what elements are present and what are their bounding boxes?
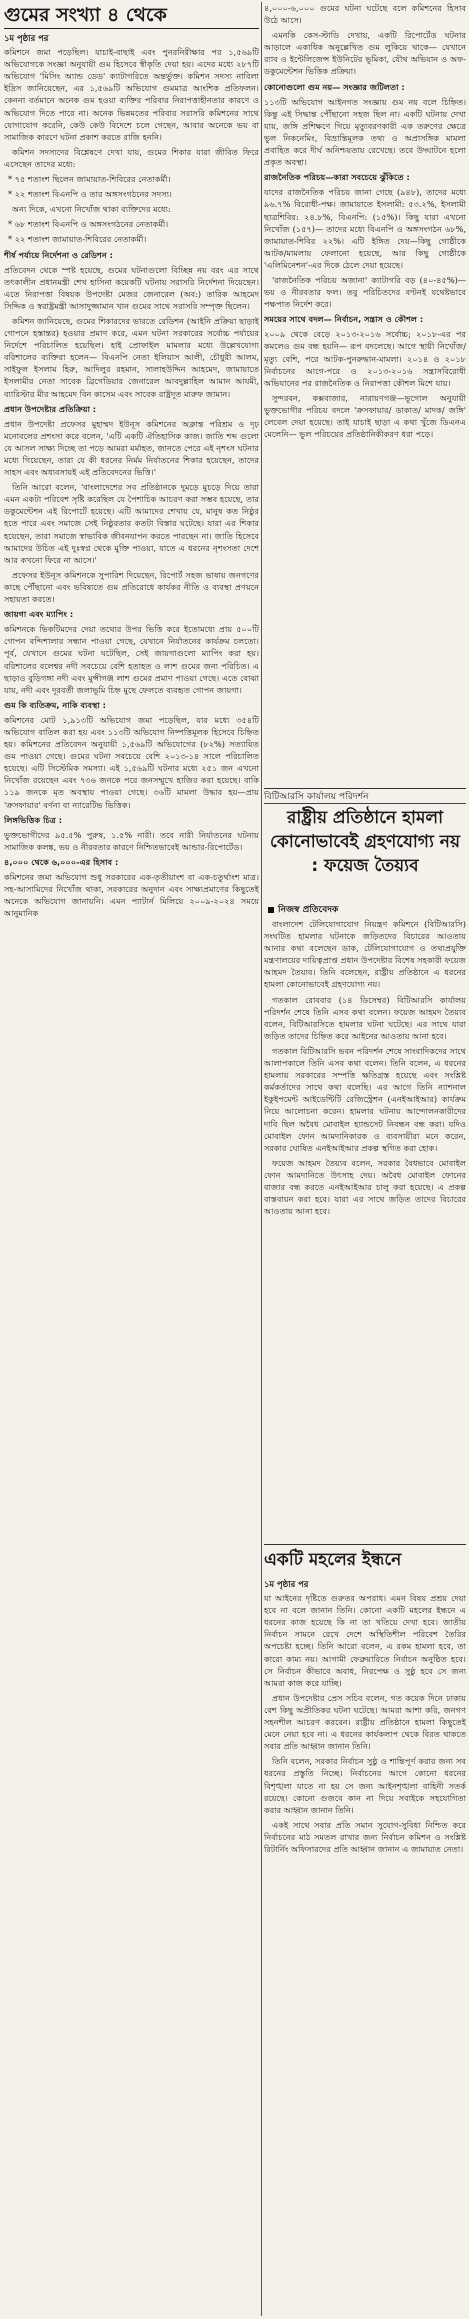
paragraph: কমিশন জানিয়েছে, গুমের শিকারদের ভারতে রেডিশন (আইনি প্রক্রিয়া ছাড়াই গোপনে হস্তান্তর) হওয়ার প্রমাণ করে, এমন ঘটনা সরকারের সর্বোচ্চ পর্যায়ের নির্দেশে পরিচালিত হয়েছিল। হাই প্রোফাইল মামলার মধ্যে উল্লেখযোগ্য বরিশালের ব্যক্তিরা হলেন— বিএনপি নেতা ইলিয়াস আলী, চৌধুরী আলম, সাইফুল ইসলাম হিরু, আদিলুর রহমান, সালাহউদ্দিন আহমেদ, জামায়াতে ইসলামীর নেতা সাবেক ব্রিগেডিয়ার জেনারেল আবদুল্লাহিল আমান আযমী, ব্যারিস্টার মীর আহমেদ বিন কাসেম এবং সাবেক রাষ্ট্রদূত মারুফ জামান। <box>4 315 259 399</box>
paragraph: একই সাথে সবার প্রতি সমান সুযোগ-সুবিধা নিশ্চিত করে নির্বাচনের মাঠ সমতল রাখার জন্য নির্বাচন কমিশন ও সংশ্লিষ্ট রিটার্নিং অফিসারদের প্রতি আহ্বান জানান এ জামায়াত নেতা। <box>264 1819 466 1854</box>
subheading: লিঙ্গভিত্তিক চিত্র : <box>4 814 62 825</box>
subheading: ৪,০০০ থেকে ৬,০০০-এর হিসাব : <box>4 856 119 867</box>
byline-text: নিজস্ব প্রতিবেদক <box>278 905 339 915</box>
subheading: প্রধান উপদেষ্টার প্রতিক্রিয়া : <box>4 403 97 414</box>
paragraph: কমিশনকে ভিকটিমদের দেয়া তথ্যের উপর ভিত্তি করে ইতোমধ্যে প্রায় ৫০০টি গোপন বন্দিশালার সন্ধান পাওয়া গেছে, যেখানে নির্যাতনের কার্যক্রম চলতো। পূর্ব, যেখানে গুমের ঘটনা ঘটেছিল, সেই জায়গাগুলো ম্যাপিং করা হয়। বরিশালের বলেশ্বর নদী সবচেয়ে বেশি হতাহত ও লাশ গুমের জন্য পরিচিত। এ ছাড়াও বুড়িগঙ্গা নদী এবং মুন্সীগঞ্জ লাশ গুমের প্রমাণ পাওয়া গেছে। এতে বোঝা যায়, নদী এবং দূরবর্তী জলাভূমি চিহ্ন মুছে ফেলতে ব্যবহৃত গোপন জায়গা। <box>4 624 259 695</box>
paragraph: গতকাল রোববার (১৪ ডিসেম্বর) বিটিআরসি কার্যালয় পরিদর্শন শেষে তিনি এসব কথা বলেন। ফয়েজ আহমদ তৈয়্যব বলেন, বিটিআরসিতে হামলার ঘটনা ঘটেছে। এর সাথে যারা জড়িত তাদের চিহ্নিত করে আইনের আওতায় আনা হবে। <box>264 994 466 1041</box>
paragraph: প্রধান উপদেষ্টার প্রেস সচিব বলেন, গত কয়েক দিনে ঢাকায় বেশ কিছু অপ্রীতিকর ঘটনা ঘটেছে। আমরা আশা করি, জনগণ সহনশীল আচরণ করবেন। রাষ্ট্রীয় প্রতিষ্ঠানে হামলা কিছুতেই মেনে নেয়া হবে না। এ ধরনের কার্যকলাপ থেকে বিরত থাকতে সবার প্রতি আহ্বান জানান তিনি। <box>264 1692 466 1752</box>
article-column-right-top <box>264 2 466 787</box>
paragraph: যাদের রাজনৈতিক পরিচয় জানা গেছে (৯৪৮), তাদের মধ্যে ৯৬.৭% বিরোধী-পক্ষ। জামায়াতে ইসলামী: ৫৩.২%, ইসলামী ছাত্রশিবির: ২৪.৮%, বিএনপি: (১৫%)। কিছু যারা এখনো নিখোঁজ (১৫৭)— তাদের মধ্যে বিএনপি ও অঙ্গসংগঠন ৬৮%, জামায়াত-শিবির ২২%। এটি ইঙ্গিত দেয়—কিছু গোষ্ঠীকে আটক/মামলায় ফেলানো হয়েছে, আর কিছু গোষ্ঠীকে 'এলিমিনেশন'-এর দিকে ঠেলে দেয়া হয়েছে। <box>264 187 466 270</box>
main-headline: গুমের সংখ্যা ৪ থেকে <box>4 2 259 29</box>
paragraph: কমিশনে জমা পড়েছিল। যাচাই-বাছাই এবং পুনরনিরীক্ষার পর ১,৫৬৯টি অভিযোগকে সংজ্ঞা অনুযায়ী গুম হিসেবে স্বীকৃতি দেয়া হয়। এদের মধ্যে ২৮৭টি অভিযোগ 'মিসিং অ্যান্ড ডেড' ক্যাটাগরিতে অন্তর্ভুক্ত। কমিশন সদস্য নাবিলা ইদ্রিস জানিয়েছেন, এর ১,৫৬৯টি অভিযোগ গুমমাত্র আংশিক প্রতিফলন। কেননা বর্তমানে অনেক গুম হওয়া ব্যক্তির পরিবার নিরাপত্তাহীনতার কারণে ও অভিযোগ দিতে পারে না। অনেক ভিন্নমতের পরিবার সরাসরি কমিশনের সাথে যোগাযোগ করেনি, কেউ কেউ বিদেশে চলে গেছেন, আবার অনেকে ভয় বা সামাজিক কারণে ঘটনা প্রকাশ করতে রাজি হননি। <box>4 47 259 142</box>
paragraph: প্রধান উপদেষ্টা প্রফেসর মুহাম্মদ ইউনূস কমিশনের অক্লান্ত পরিশ্রম ও দৃঢ় মনোবলের প্রশংসা করে বলেন, 'এটি একটি ঐতিহাসিক কাজ। জাতি শব্দ গুলো যে আসল সাক্ষ্য দিচ্ছে তা পড়ে আমরা মর্মাহত, জানতে পেরে এই নৃশংস ঘটনার মধ্যে গিয়েছেন, তারা যে কী ধরনের নির্মম নির্যাতনের শিকার হয়েছেন, তাদের সাহস এবং অধ্যবসায়ই এই প্রতিবেদনের ভিত্তি।' <box>4 418 259 478</box>
subheading: কোনোগুলো গুম নয়— সংজ্ঞার জটিলতা : <box>264 81 405 92</box>
paragraph: বাংলাদেশ টেলিযোগাযোগ নিয়ন্ত্রণ কমিশনে (বিটিআরসি) সংঘটিত হামলার ঘটনাকে জড়িতদের বিচারের আওতায় আনার কথা বলেছেন ডাক, টেলিযোগাযোগ ও তথ্যপ্রযুক্তি মন্ত্রণালয়ের দায়িত্বপ্রাপ্ত প্রধান উপদেষ্টার বিশেষ সহকারী ফয়েজ আহমদ তৈয়্যব। তিনি বলেছেন, রাষ্ট্রীয় প্রতিষ্ঠানে এ ধরনের হামলা কোনোভাবেই গ্রহণযোগ্য নয়। <box>264 919 466 990</box>
paragraph: প্রতিবেদন থেকে স্পষ্ট হয়েছে, গুমের ঘটনাগুলো বিচ্ছিন্ন নয় বরং এর সাথে তৎকালীন প্রধানমন্ত্রী শেখ হাসিনা কয়েকটি ঘটনায় সরাসরি নির্দেশনা দিয়েছেন। এতে নিরাপত্তা বিষয়ক উপদেষ্টা মেজর জেনারেল (অব:) তারিক আহমেদ সিদ্দিক ও স্বরাষ্ট্রমন্ত্রী আসাদুজ্জামান খান গুমের সাথে সরাসরি সম্পৃক্ত ছিলেন। <box>4 264 259 311</box>
paragraph: প্রফেসর ইউনূস কমিশনকে সুপারিশ দিয়েছেন, রিপোর্ট সহজ ভাষায় জনগণের কাছে পৌঁছানো এবং ভবিষ্যতে গুম প্রতিরোধে কার্যকর নীতি ও ব্যবস্থা প্রণয়নে সহায়তা করতে। <box>4 569 259 605</box>
subheading: শীর্ষ পর্যায়ে নির্দেশনা ও রেডিশন : <box>4 249 113 260</box>
paragraph: যা আইনের দৃষ্টিতে গুরুতর অপরাধ। এমন বিষয় প্রশ্রয় দেয়া হবে না বলে জানান তিনি। কোনো একটি মহলের ইন্ধনে এ ধরনের কাজ হয়েছে কি না তা খতিয়ে দেখা হবে। জাতীয় নির্বাচন সামনে রেখে দেশে অস্থিতিশীল পরিবেশ তৈরির অপচেষ্টা হচ্ছে। তিনি আরো বলেন, এ রকম হামলা হবে, তা কারো কাম্য নয়। আগামী ফেব্রুয়ারিতে নির্বাচন অনুষ্ঠিত হবে। সে নির্বাচন কীভাবে অবাধ, নিরপেক্ষ ও সুষ্ঠু হবে সে জন্য আমরা কাজ করে যাচ্ছি। <box>264 1593 466 1688</box>
bullet-item: * ২২ শতাংশ বিএনপি ও তার অঙ্গসংগঠনের সদস্য। <box>8 189 172 200</box>
paragraph: কমিশনের জমা অভিযোগ শুধু সরকারের এক-তৃতীয়াংশ বা এক-চতুর্থাংশ মাত্র। সহ-আসামিদের নিখোঁজ থাকা, সরকারের অনুদান এবং সাক্ষ্যপ্রমাণের কিছুতেই অনেকে অভিযোগ জানায়নি। এমন প্যাটার্ন মিলিয়ে ২০০৯-২০২৪ সময়ে আনুমানিক <box>4 872 259 919</box>
paragraph: ২০০৯ থেকে বেড়ে ২০১৩-২০১৬ সর্বোচ্চ; ২০১৮-এর পর কমলেও গুম বন্ধ হয়নি— রূপ বদলেছে। আগে স্থায়ী নিখোঁজ/মৃত্যু বেশি, পরে আটক-পুনরুদ্ধান-মামলা। ২০১৪ ও ২০১৮ নির্বাচনের আগে-পরে ও ২০১৩-২০১৬ সন্ত্রাসবিরোধী অভিযানের পর রাজনৈতিক ও নিরাপত্তা কৌশল মিশে যায়। <box>264 329 466 388</box>
column-divider <box>261 2 262 2316</box>
paragraph: গতকাল বিটিআরসি ভবন পরিদর্শন শেষে সাংবাদিকদের সাথে আলাপকালে তিনি এসব কথা বলেন। তিনি বলেন, এ ধরনের হামলায় সরকারের সম্পত্তি ক্ষতিগ্রস্ত হয়েছে এবং সংশ্লিষ্ট কর্মকর্তাদের সাথে কথা বলেছি। এর আগে তিনি ন্যাশনাল ইকুইপমেন্ট আইডেন্টিটি রেজিস্ট্রেশন (এনইআইআর) কার্যক্রম নিয়ে আলোচনা করেন। হামলার ঘটনায় আন্দোলনকারীদের দাবি ছিল অবৈধ মোবাইল হ্যান্ডসেট নিবন্ধন বন্ধ করা। যদিও মোবাইল ফোন আমদানিকারক ও ব্যবসায়ীরা মনে করেন, সরকার ঘোষিত এনইআইআর প্রকল্প স্থগিত করা হোক। <box>264 1045 466 1153</box>
article-headline: রাষ্ট্রীয় প্রতিষ্ঠানে হামলা কোনোভাবেই গ্রহণযোগ্য নয় : ফয়েজ তৈয়্যব <box>270 808 460 876</box>
continuation-label: ১ম পৃষ্ঠার পর <box>4 33 49 43</box>
square-bullet-icon <box>268 907 274 913</box>
paragraph: তিনি বলেন, সরকার নির্বাচন সুষ্ঠু ও শান্তিপূর্ণ করার জন্য সব ধরনের প্রস্তুতি নিচ্ছে। নির্বাচনের আগে কোনো ধরনের বিশৃঙ্খলা যাতে না হয় সে জন্য আইনশৃঙ্খলা বাহিনী সতর্ক রয়েছে। কোনো গুজবে কান না দিয়ে সবাইকে সহযোগিতা করার আহ্বান জানান তিনি। <box>264 1756 466 1815</box>
subheading: সময়ের সাথে বদল— নির্বাচন, সন্ত্রাস ও কৌশল : <box>264 314 424 325</box>
subheading: জায়গা এবং ম্যাপিং : <box>4 609 74 620</box>
paragraph: কমিশনের মোট ১,৯১৩টি অভিযোগ জমা পড়েছিল, যার মধ্যে ৩৫৪টি অভিযোগ বাতিল করা হয় এবং ১১৩টি অভিযোগ নিষ্পত্তিমূলক হিসেবে চিহ্নিত হয়। কমিশনের প্রতিবেদন অনুযায়ী ১,৫৬৯টি অভিযোগের (৮২%) সত্যায়িত গুম পাওয়া গেছে। গুমের ঘটনা সবচেয়ে বেশি ২০১৩-১৪ সালে পরিচালিত হয়েছে। এটি সিস্টেমিক সমস্যা। এই ১,৫৬৯টি ঘটনার মধ্যে ২৫১ জন এখনো নিখোঁজ রয়েছেন এবং ৭৩৬ জনকে পরে জনসম্মুখে হাজির করা হয়েছে। বাকি ১১৯ জনকে মৃত অবস্থায় পাওয়া গেছে। ৩৬টি মামলা উদ্ধার হয়—প্রায় 'ক্রসফায়ার' বর্ণনা বা ন্যারেটিভ ভিত্তিক। <box>4 714 259 810</box>
byline <box>268 902 464 917</box>
article-headline: একটি মহলের ইন্ধনে <box>264 1550 402 1570</box>
article-column-left <box>4 30 259 2315</box>
bullet-item: * ৬৮ শতাংশ বিএনপি ও অঙ্গসংগঠনের নেতাকর্মী। <box>8 219 169 230</box>
paragraph: ৪,০০০-৬,০০০ গুমের ঘটনা ঘটেছে বলে কমিশনের হিসাব উঠে আসে। <box>264 3 466 26</box>
section-divider <box>264 788 466 789</box>
paragraph: ১১৩টি অভিযোগ আইনগত সংজ্ঞায় গুম নয় বলে চিহ্নিত। কিন্তু এই সিদ্ধান্ত পৌঁছানো সহজ ছিল না। একটি ঘটনায় দেখা যায়, জঙ্গি প্রশিক্ষণে গিয়ে মৃত্যুবরণকারী এক তরুণের ক্ষেত্রে ভুল নিকনেমিং, বিভ্রান্তিমূলক তথ্য ও অপ্রাসঙ্গিক মামলা প্রবাহিত করে দীর্ঘ অনিশ্চয়তায় রেখেছে। তবে উদ্ঘাটনে হলো প্রকৃত অবস্থা। <box>264 96 466 168</box>
continuation-label: ১ম পৃষ্ঠার পর <box>264 1579 309 1589</box>
kicker-label: বিটিআরসি কার্যালয় পরিদর্শন <box>264 790 466 804</box>
paragraph: কমিশন সদস্যদের বিশ্লেষণে দেখা যায়, গুমের শিকার যারা জীবিত ফিরে এসেছেন তাদের মধ্যে: <box>4 146 259 169</box>
subheading: গুম কি ব্যতিক্রম, নাকি ব্যবস্থা : <box>4 699 106 710</box>
article-column-btrc <box>264 918 466 1538</box>
paragraph: এমনকি কেস-স্টাডি দেখায়, একটি রিপোর্টেড ঘটনার আড়ালে একাধিক অনুল্লেখিত গুম লুকিয়ে থাকে— যেখানে র‍্যাব ও ইন্টেলিজেন্স ইউনিটের ভূমিকা, যৌথ অভিযান ও অফ-ডকুমেন্টেশন ভিত্তিক প্রক্রিয়া। <box>264 30 466 77</box>
paragraph: সুন্দরবন, কক্সবাজার, নারায়ণগঞ্জ—ভূগোল অনুযায়ী ভুক্তভোগীর পরিচয় বদলে 'ক্রসফায়ার/ ডাকাত/ মাদক/ জঙ্গি' লেবেল দেয়া হয়েছে। তাই যাচাই ছাড়া এ কথা খুঁজে ডিএনএ মেলেনি— ভুল পরিচয়ের প্রতিষ্ঠানিকীকরণ ধরা পড়ে। <box>264 392 466 440</box>
subheading: রাজনৈতিক পরিচয়—কারা সবচেয়ে ঝুঁকিতে : <box>264 172 410 183</box>
bullet-item: * ৭৫ শতাংশ ছিলেন জামায়াত-শিবিরের নেতাকর্মী। <box>8 174 171 185</box>
section-divider <box>264 1544 466 1545</box>
paragraph: ফয়েজ আহমদ তৈয়্যব বলেন, সরকার বৈধভাবে মোবাইল ফোন আমদানিতে উৎসাহ দেয়। অবৈধ মোবাইল ফোনের বাজার বন্ধ করতে এনইআইআর চালু করা হয়েছে। এ প্রকল্প বাস্তবায়ন করা হবে। যারা এর সাথে জড়িত তাদের বিচারের আওতায় আনা হবে। <box>264 1157 466 1217</box>
bullet-item: * ২২ শতাংশ জামায়াত-শিবিরের নেতাকর্মী। <box>8 234 147 245</box>
article-column-continued <box>264 1576 466 2316</box>
paragraph: অন্য দিকে, এখনো নিখোঁজ থাকা ব্যক্তিদের মধ্যে: <box>12 204 171 215</box>
paragraph: ভুক্তভোগীদের ৯৫.৫% পুরুষ, ১.৫% নারী। তবে নারী নির্যাতনের ঘটনায় সামাজিক কলঙ্ক, ভয় ও নীরবতার কারণে নিশ্চিতভাবেই আন্ডার-রিপোর্টেড। <box>4 829 259 852</box>
paragraph: 'রাজনৈতিক পরিচয় অজানা' ক্যাটাগরি বড় (৪০-৪৫%)—ভয় ও নীরবতার ফল। তবু পরিচিতদের বণ্টনই যথেষ্টভাবে পক্ষপাত নির্দেশ করে। <box>264 274 466 310</box>
paragraph: তিনি আরো বলেন, 'বাংলাদেশের সব প্রতিষ্ঠানকে দুমড়ে মুচড়ে দিয়ে তারা এমন একটা পরিবেশ সৃষ্টি করেছিল যে পৈশাচিক আচরণ করা সম্ভব হয়েছে, তার ডকুমেন্টেশন এই রিপোর্টে হয়েছে। এটি আমাদের শেখায় যে, মানুষ কত নিষ্ঠুর হতে পারে এবং সমাজে সেই নিষ্ঠুরতার কতটা বিস্তার ঘটেছে। যারা এর শিকার হয়েছেন, তারা সমাজে স্বাভাবিক জীবনযাপন করতে পারছেন না। জাতি হিসেবে আমাদের উচিত এই দুঃস্বপ্ন থেকে মুক্তি পাওয়া, যাতে এ ধরনের নৃশংসতা দেশে আর কখনো ফিরে না আসে।' <box>4 482 259 565</box>
